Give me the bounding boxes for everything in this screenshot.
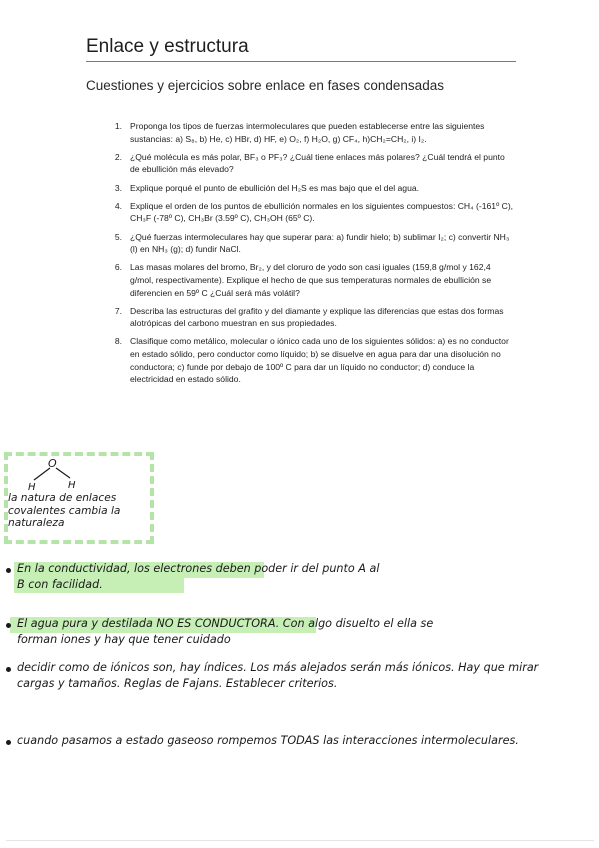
question-number: 3. [114,182,122,193]
question-item [98,261,514,299]
question-item [98,305,514,330]
question-text: Explique el orden de los puntos de ebullición normales en los siguientes compuestos: CH₄ (-161º C), CH₃F (-78º C), CH₃Br (3.59º C), CH₃OH (65º C). [130,200,514,224]
question-item [98,151,514,176]
page-title: Enlace y estructura [86,36,249,57]
handwritten-note [6,660,566,692]
question-number: 8. [114,336,122,347]
handwritten-note [6,561,386,593]
question-number: 5. [114,231,122,242]
molecule-hydrogen-label: H [68,480,76,491]
question-number: 7. [114,305,122,316]
page-bottom-line [6,840,594,841]
question-text: Proponga los tipos de fuerzas intermoleculares que pueden establecerse entre las siguientes sustancias: a) S₈, b) He, c) HBr, d) HF, e) O₂, f) H₂O, g) CF₄, h)CH₂=CH₂, i) I₂. [130,121,485,144]
question-text: Las masas molares del bromo, Br₂, y del cloruro de yodo son casi iguales (159,8 g/mol y 162,4 g/mol, respectivamente). Explique el hecho de que sus temperaturas normales de ebullición se diferencien en 59º C ¿Cuál será más volátil? [130,262,492,298]
question-item [98,335,514,385]
water-molecule-sketch [20,458,80,492]
molecule-oxygen-label: O [48,458,57,470]
bullet-dot [6,740,11,745]
question-number: 4. [114,200,122,211]
question-number: 2. [114,151,122,162]
molecule-hydrogen-label: H [28,482,36,492]
handwritten-note-text: cuando pasamos a estado gaseoso rompemos TODAS las interacciones intermoleculares. [17,734,519,747]
question-number: 1. [114,121,122,131]
title-divider [86,61,516,62]
question-list [98,120,514,391]
question-text: ¿Qué fuerzas intermoleculares hay que superar para: a) fundir hielo; b) sublimar I₂; c) convertir NH₃ (l) en NH₃ (g); d) fundir NaCl. [130,231,510,255]
bullet-dot [6,568,11,573]
page-subtitle: Cuestiones y ejercicios sobre enlace en fases condensadas [86,78,444,93]
handwritten-note [6,733,566,749]
question-text: Describa las estructuras del grafito y del diamante y explique las diferencias que estas dos formas alotrópicas del carbono muestran en sus propiedades. [130,305,504,329]
handwritten-note-text: El agua pura y destilada NO ES CONDUCTORA. Con algo disuelto el ella se forman iones y hay que tener cuidado [17,617,434,646]
question-item [98,231,514,256]
question-text: ¿Qué molécula es más polar, BF₃ o PF₃? ¿Cuál tiene enlaces más polares? ¿Cuál tendrá el punto de ebullición más elevado? [130,151,505,175]
handwritten-note [6,616,456,648]
question-item [98,182,514,195]
handwritten-note-text: En la conductividad, los electrones deben poder ir del punto A al B con facilidad. [17,562,380,591]
question-text: Clasifique como metálico, molecular o iónico cada uno de los siguientes sólidos: a) es no conductor en estado sólido, pero conductor como líquido; b) se disuelve en agua para dar una disolución no conductora; c) funde por debajo de 100º C para dar un líquido no conductor; d) conduce la electricidad en estado sólido. [130,336,509,385]
boxed-handwritten-note: la natura de enlaces covalentes cambia la naturaleza [8,492,121,530]
question-item [98,200,514,225]
question-number: 6. [114,262,122,273]
handwritten-note-text: decidir como de iónicos son, hay índices. Los más alejados serán más iónicos. Hay que mirar cargas y tamaños. Reglas de Fajans. Establecer criterios. [17,661,539,690]
question-text: Explique porqué el punto de ebullición del H₂S es mas bajo que el del agua. [130,182,420,193]
question-item [98,120,514,145]
bullet-dot [6,623,11,628]
bullet-dot [6,667,11,672]
